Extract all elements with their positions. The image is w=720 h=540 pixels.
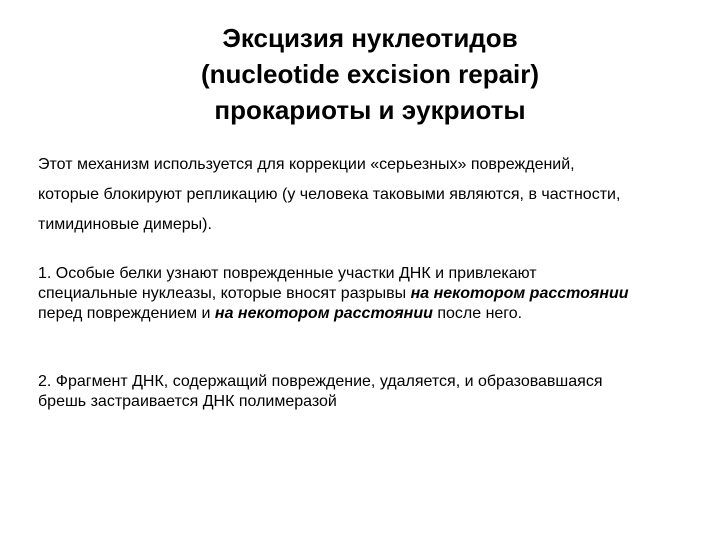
step-2-paragraph (38, 372, 718, 412)
step-1-line-1: 1. Особые белки узнают поврежденные участки ДНК и привлекают (38, 265, 537, 282)
step-1-paragraph (38, 264, 718, 324)
step-1-line-2-emphasis: на некотором расстоянии (410, 285, 629, 302)
step-1-line-3-text: перед повреждением и (38, 305, 215, 322)
intro-line-3: тимидиновые димеры). (38, 216, 212, 233)
step-1-line-3 (38, 304, 718, 324)
intro-line-1: Этот механизм используется для коррекции «серьезных» повреждений, (38, 156, 575, 173)
title-line-1: Эксцизия нуклеотидов (222, 23, 518, 53)
intro-line-2: которые блокируют репликацию (у человека таковыми являются, в частности, (38, 186, 621, 203)
step-1-line-3-emphasis: на некотором расстоянии (214, 305, 433, 322)
step-1-line-3-suffix: после него. (432, 305, 523, 322)
slide-title (100, 20, 640, 128)
intro-paragraph (38, 150, 710, 240)
step-1-line-2-text: специальные нуклеазы, которые вносят разрывы (38, 285, 411, 302)
step-2-line-2: брешь застраивается ДНК полимеразой (38, 393, 337, 410)
step-2-line-1: 2. Фрагмент ДНК, содержащий повреждение, удаляется, и образовавшаяся (38, 373, 603, 390)
title-line-3: прокариоты и эукриоты (214, 95, 526, 125)
step-1-line-2 (38, 284, 718, 304)
title-line-2: (nucleotide excision repair) (200, 59, 540, 89)
